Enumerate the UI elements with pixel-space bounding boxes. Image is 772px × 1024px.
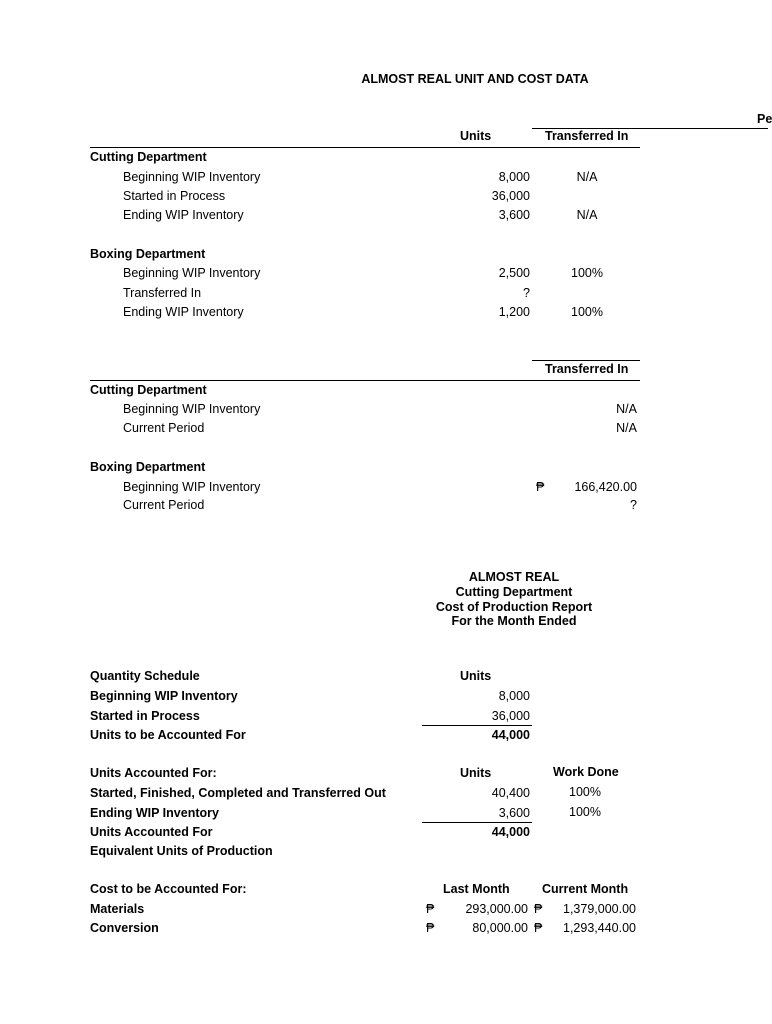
row-units: 1,200 bbox=[498, 305, 530, 319]
units-header: Units bbox=[460, 129, 492, 143]
row-transferred-in: 100% bbox=[571, 266, 603, 280]
accounted-row-label: Ending WIP Inventory bbox=[90, 806, 219, 820]
work-done-header: Work Done bbox=[553, 765, 619, 779]
quantity-row-label: Started in Process bbox=[90, 709, 200, 723]
report-name: Cost of Production Report bbox=[435, 600, 593, 614]
row-label: Transferred In bbox=[123, 286, 202, 300]
transferred-in-header: Transferred In bbox=[545, 129, 629, 143]
row-units: 2,500 bbox=[498, 266, 530, 280]
cost-row-value: N/A bbox=[616, 402, 637, 416]
row-transferred-in: N/A bbox=[576, 170, 598, 184]
currency-symbol: ₱ bbox=[426, 921, 435, 935]
accounted-total-rule bbox=[422, 822, 532, 823]
quantity-row-label: Beginning WIP Inventory bbox=[90, 689, 238, 703]
accounted-row-label: Started, Finished, Completed and Transferred Out bbox=[90, 786, 386, 800]
eup-label: Equivalent Units of Production bbox=[90, 844, 273, 858]
accounted-row-work: 100% bbox=[569, 805, 601, 819]
table-header-rule bbox=[90, 147, 640, 148]
cost-transferred-in-header: Transferred In bbox=[545, 362, 629, 376]
accounted-row-work: 100% bbox=[569, 785, 601, 799]
accounted-units-header: Units bbox=[460, 766, 492, 780]
accounted-total-label: Units Accounted For bbox=[90, 825, 213, 839]
row-transferred-in: 100% bbox=[571, 305, 603, 319]
report-department: Cutting Department bbox=[455, 585, 573, 599]
quantity-schedule-header: Quantity Schedule bbox=[90, 669, 200, 683]
cutting-dept-label: Cutting Department bbox=[90, 150, 207, 164]
currency-symbol: ₱ bbox=[534, 902, 543, 916]
cost-table-rule bbox=[90, 380, 640, 381]
accounted-header: Units Accounted For: bbox=[90, 766, 217, 780]
report-company: ALMOST REAL bbox=[468, 570, 560, 584]
conversion-current-month: 1,293,440.00 bbox=[563, 921, 636, 935]
currency-symbol: ₱ bbox=[534, 921, 543, 935]
row-label: Ending WIP Inventory bbox=[123, 208, 244, 222]
row-transferred-in: N/A bbox=[576, 208, 598, 222]
materials-current-month: 1,379,000.00 bbox=[563, 902, 636, 916]
currency-symbol: ₱ bbox=[536, 480, 545, 494]
row-label: Beginning WIP Inventory bbox=[123, 266, 261, 280]
cost-cutting-dept-label: Cutting Department bbox=[90, 383, 207, 397]
truncated-header: Pe bbox=[757, 112, 772, 126]
last-month-header: Last Month bbox=[443, 882, 510, 896]
quantity-total-rule bbox=[422, 725, 532, 726]
costs-header: Cost to be Accounted For: bbox=[90, 882, 247, 896]
cost-boxing-dept-label: Boxing Department bbox=[90, 460, 206, 474]
cost-row-label: Beginning WIP Inventory bbox=[123, 402, 261, 416]
cost-row-label: Beginning WIP Inventory bbox=[123, 480, 261, 494]
row-units: 36,000 bbox=[491, 189, 530, 203]
cost-row-label: Current Period bbox=[123, 421, 205, 435]
accounted-total-units: 44,000 bbox=[491, 825, 530, 839]
cost-label-conversion: Conversion bbox=[90, 921, 159, 935]
quantity-total-label: Units to be Accounted For bbox=[90, 728, 246, 742]
cost-row-value: ? bbox=[630, 498, 637, 512]
quantity-units-header: Units bbox=[460, 669, 492, 683]
quantity-row-units: 8,000 bbox=[498, 689, 530, 703]
row-label: Started in Process bbox=[123, 189, 226, 203]
cost-row-value: N/A bbox=[616, 421, 637, 435]
accounted-row-units: 40,400 bbox=[491, 786, 530, 800]
materials-last-month: 293,000.00 bbox=[465, 902, 528, 916]
conversion-last-month: 80,000.00 bbox=[472, 921, 528, 935]
accounted-row-units: 3,600 bbox=[498, 806, 530, 820]
boxing-dept-label: Boxing Department bbox=[90, 247, 206, 261]
row-label: Beginning WIP Inventory bbox=[123, 170, 261, 184]
page-title: ALMOST REAL UNIT AND COST DATA bbox=[361, 72, 589, 86]
report-period: For the Month Ended bbox=[451, 614, 577, 628]
cost-row-label: Current Period bbox=[123, 498, 205, 512]
quantity-row-units: 36,000 bbox=[491, 709, 530, 723]
row-units: ? bbox=[523, 286, 530, 300]
cost-header-rule bbox=[532, 360, 640, 361]
current-month-header: Current Month bbox=[542, 882, 629, 896]
row-label: Ending WIP Inventory bbox=[123, 305, 244, 319]
cost-label-materials: Materials bbox=[90, 902, 145, 916]
row-units: 8,000 bbox=[498, 170, 530, 184]
quantity-total-units: 44,000 bbox=[491, 728, 530, 742]
row-units: 3,600 bbox=[498, 208, 530, 222]
cost-row-value: 166,420.00 bbox=[574, 480, 637, 494]
currency-symbol: ₱ bbox=[426, 902, 435, 916]
